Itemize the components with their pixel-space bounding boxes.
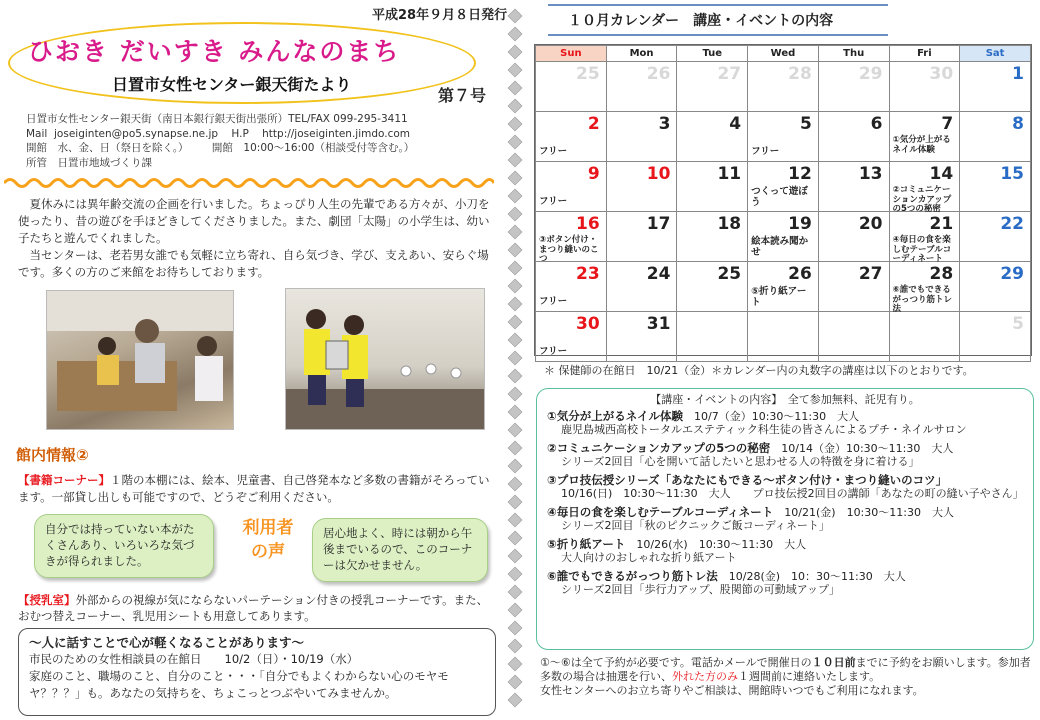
lecture-description: 10/16(日) 10:30～11:30 大人 プロ技伝授2回目の講師「あなたの町の縫い子やさん」 <box>561 487 1024 500</box>
lecture-title-line <box>547 474 1023 487</box>
consultation-dates: 市民のための女性相談員の在館日 10/2（日）・10/19（水） <box>29 652 359 666</box>
diamond-ornament <box>508 549 522 563</box>
diamond-ornament <box>508 603 522 617</box>
day-number: 1 <box>1012 64 1024 84</box>
lecture-title-line <box>547 570 1023 583</box>
issue-number: 第７号 <box>438 86 487 105</box>
day-event: ③ボタン付け・まつり縫いのこつ <box>539 235 599 264</box>
day-number: 11 <box>717 164 742 184</box>
books-description: １階の本棚には、絵本、児童書、自己啓発本など多数の書籍がそろっています。一部貸し出しも可能ですので、どうぞご利用ください。 <box>18 473 490 504</box>
calendar-day-cell <box>748 62 819 112</box>
diamond-ornament <box>508 225 522 239</box>
lecture-when: 10/21(金) 10:30～11:30 大人 <box>773 506 954 519</box>
diamond-ornament <box>508 261 522 275</box>
lecture-description: シリーズ2回目「心を開いて話したいと思わせる人の特徴を身に着ける」 <box>561 455 920 468</box>
calendar-day-cell <box>748 262 819 312</box>
mail-link[interactable]: joseiginten@po5.synapse.ne.jp <box>54 127 219 140</box>
diamond-ornament <box>508 675 522 689</box>
day-number: 29 <box>1000 264 1024 284</box>
user-voice-title <box>228 516 308 564</box>
calendar-day-cell <box>536 212 607 262</box>
calendar-day-cell <box>889 112 960 162</box>
hp-label: H.P <box>231 127 249 140</box>
diamond-ornament <box>508 441 522 455</box>
diamond-ornament <box>508 423 522 437</box>
day-number: 2 <box>587 114 600 134</box>
consultation-box <box>18 628 496 716</box>
calendar-weekday-row <box>536 46 1031 62</box>
books-tag: 【書籍コーナー】 <box>18 473 110 487</box>
diamond-ornament <box>508 315 522 329</box>
day-number: 3 <box>658 114 671 134</box>
user-voice-bubble-1: 自分では持っていない本がたくさんあり、いろいろな気づきが得られました。 <box>34 514 214 578</box>
books-corner-text <box>18 472 496 506</box>
lecture-title: ①気分が上がるネイル体験 <box>547 409 684 423</box>
user-voice-bubble-2: 居心地よく、時には朝から午後までいるので、このコーナーは欠かせません。 <box>312 518 488 582</box>
calendar-week-row <box>536 112 1031 162</box>
day-number: 26 <box>788 264 812 284</box>
calendar-day-cell <box>536 162 607 212</box>
calendar-day-cell <box>818 262 889 312</box>
day-event: フリー <box>539 146 568 157</box>
lecture-list-heading: 【講座・イベントの内容】 全て参加無料、託児有り。 <box>650 393 920 406</box>
diamond-ornament <box>508 243 522 257</box>
hp-link[interactable]: http://joseiginten.jimdo.com <box>262 127 411 140</box>
day-number: 24 <box>646 264 671 284</box>
day-event: フリー <box>539 346 568 357</box>
diamond-ornament <box>508 369 522 383</box>
calendar-day-cell <box>748 162 819 212</box>
day-number: 28 <box>788 64 812 84</box>
day-number: 26 <box>646 64 671 84</box>
day-number: 30 <box>576 314 600 334</box>
day-number: 16 <box>576 214 600 234</box>
calendar-day-cell <box>536 62 607 112</box>
day-event: つくって遊ぼう <box>751 186 808 208</box>
wavy-divider <box>4 176 494 190</box>
lecture-item <box>547 410 1023 436</box>
diamond-ornament <box>508 279 522 293</box>
user-voice-title-line2: の声 <box>251 542 285 562</box>
calendar-day-cell <box>677 312 748 362</box>
day-event: ②コミュニケーションカアップの5つの秘密 <box>892 185 952 214</box>
calendar-day-cell <box>748 212 819 262</box>
calendar-day-cell <box>960 212 1031 262</box>
day-number: 18 <box>717 214 742 234</box>
calendar-note: ＊ 保健師の在館日 10/21（金）＊カレンダー内の丸数字の講座は以下のとおりです。 <box>544 364 974 377</box>
lecture-item <box>547 442 1023 468</box>
october-calendar <box>534 44 1032 356</box>
intro-text <box>18 196 496 281</box>
diamond-ornament <box>508 513 522 527</box>
day-number: 12 <box>788 164 812 184</box>
diamond-ornament <box>508 621 522 635</box>
section-heading-kannai: 館内情報② <box>16 446 89 464</box>
diamond-ornament <box>508 117 522 131</box>
calendar-day-cell <box>606 312 677 362</box>
day-number: 8 <box>1012 114 1024 134</box>
day-number: 19 <box>788 214 812 234</box>
weekday-tue: Tue <box>677 46 748 62</box>
calendar-day-cell <box>677 212 748 262</box>
day-number: 5 <box>799 114 812 134</box>
calendar-week-row <box>536 162 1031 212</box>
day-event: ⑤折り紙アート <box>751 286 807 308</box>
lecture-title: ④毎日の食を楽しむテーブルコーディネート <box>547 505 774 519</box>
diamond-ornament <box>508 459 522 473</box>
reservation-part2: までに予約をお願いします。参加者多数の場合は抽選を行い、 <box>540 656 1031 683</box>
diamond-ornament <box>508 189 522 203</box>
day-number: 7 <box>941 114 954 134</box>
diamond-ornament <box>508 297 522 311</box>
day-event: フリー <box>751 146 780 157</box>
lecture-when: 10/28(金) 10：30～11:30 大人 <box>717 570 906 583</box>
lecture-title-line <box>547 410 1023 423</box>
calendar-day-cell <box>960 162 1031 212</box>
lecture-title: ⑥誰でもできるがっつり筋トレ法 <box>547 569 718 583</box>
diamond-ornament <box>508 135 522 149</box>
calendar-day-cell <box>889 212 960 262</box>
open-days: 開館 水、金、日（祭日を除く。） <box>26 142 189 154</box>
reservation-part1: ①～⑥は全て予約が必要です。電話かメールで開催日の <box>540 656 812 669</box>
diamond-ornament <box>508 495 522 509</box>
reservation-red: 外れた方のみ <box>672 670 738 683</box>
diamond-ornament <box>508 9 522 23</box>
calendar-day-cell <box>889 262 960 312</box>
nursing-room-text <box>18 592 496 624</box>
diamond-ornament <box>508 99 522 113</box>
hours-line <box>26 141 414 156</box>
day-number: 13 <box>858 164 883 184</box>
lecture-description: 大人向けのおしゃれな折り紙アート <box>561 551 737 564</box>
lecture-item <box>547 538 1023 564</box>
calendar-day-cell <box>818 312 889 362</box>
day-number: 10 <box>646 164 671 184</box>
admin-line: 所管 日置市地域づくり課 <box>26 156 152 169</box>
lecture-when: 10/26(水) 10:30～11:30 大人 <box>625 538 807 551</box>
day-number: 9 <box>587 164 600 184</box>
calendar-day-cell <box>818 62 889 112</box>
user-voice-title-line1: 利用者 <box>242 518 294 538</box>
lecture-when: 10/7（金）10:30～11:30 大人 <box>683 410 860 423</box>
lecture-title-line <box>547 442 1023 455</box>
address-line: 日置市女性センター銀天街（南日本銀行銀天街出張所）TEL/FAX 099-295-3411 <box>26 113 408 125</box>
diamond-ornament <box>508 639 522 653</box>
calendar-day-cell <box>536 312 607 362</box>
open-hours: 開館 10:00～16:00（相談受付等含む。） <box>211 142 415 154</box>
calendar-day-cell <box>960 262 1031 312</box>
calendar-week-row <box>536 62 1031 112</box>
day-event: フリー <box>539 296 568 307</box>
weekday-fri: Fri <box>889 46 960 62</box>
diamond-separator <box>506 6 524 716</box>
day-number: 25 <box>576 64 600 84</box>
calendar-grid <box>535 45 1031 362</box>
calendar-day-cell <box>748 112 819 162</box>
day-event: 絵本読み聞かせ <box>751 236 809 258</box>
issue-date: 平成28年９月８日発行 <box>372 8 508 23</box>
day-event: ④毎日の食を楽しむテーブルコーディネート <box>892 235 952 264</box>
calendar-day-cell <box>677 262 748 312</box>
day-event: フリー <box>539 196 568 207</box>
weekday-thu: Thu <box>818 46 889 62</box>
diamond-ornament <box>508 351 522 365</box>
diamond-ornament <box>508 27 522 41</box>
photo-knife-craft <box>46 290 234 430</box>
calendar-title: １０月カレンダー 講座・イベントの内容 <box>548 4 888 36</box>
intro-paragraph-1: 夏休みには異年齢交流の企画を行いました。ちょっぴり人生の先輩である方々が、小刀を使ったり、昔の遊びを手ほどきしてくださりました。また、劇団「太陽」の小学生は、幼い子たちと遊んでくれました。 <box>18 197 490 245</box>
calendar-day-cell <box>889 162 960 212</box>
calendar-day-cell <box>889 62 960 112</box>
calendar-day-cell <box>889 312 960 362</box>
day-number: 15 <box>1000 164 1024 184</box>
lecture-description: シリーズ2回目「歩行力アップ、股関節の可動域アップ」 <box>561 583 841 596</box>
calendar-day-cell <box>606 212 677 262</box>
day-number: 27 <box>858 264 883 284</box>
calendar-day-cell <box>960 62 1031 112</box>
day-number: 27 <box>717 64 742 84</box>
calendar-week-row <box>536 212 1031 262</box>
contact-info <box>26 112 414 170</box>
consultation-description: 家庭のこと、職場のこと、自分のこと・・・「自分でもよくわからない心のモヤモヤ？？？」も。あなたの気持ちを、ちょこっとつぶやいてみませんか。 <box>29 669 449 700</box>
lecture-item <box>547 506 1023 532</box>
day-number: 21 <box>929 214 954 234</box>
calendar-day-cell <box>748 312 819 362</box>
calendar-day-cell <box>606 112 677 162</box>
reservation-note <box>540 656 1034 698</box>
calendar-day-cell <box>677 62 748 112</box>
day-number: 22 <box>1000 214 1024 234</box>
calendar-day-cell <box>536 262 607 312</box>
reservation-deadline: １０日前 <box>811 656 856 669</box>
mail-label: Mail <box>26 127 48 140</box>
lecture-items <box>547 410 1023 596</box>
lecture-title: ②コミュニケーションカアップの5つの秘密 <box>547 441 771 455</box>
day-number: 17 <box>646 214 671 234</box>
diamond-ornament <box>508 387 522 401</box>
day-number: 20 <box>858 214 883 234</box>
calendar-day-cell <box>960 112 1031 162</box>
nursing-description: 外部からの視線が気にならないパーテーション付きの授乳コーナーです。また、おむつ替えコーナー、乳児用シートも用意してあります。 <box>18 593 489 623</box>
day-number: 31 <box>646 314 671 334</box>
calendar-day-cell <box>818 112 889 162</box>
day-number: 6 <box>870 114 883 134</box>
diamond-ornament <box>508 567 522 581</box>
weekday-sun: Sun <box>536 46 607 62</box>
calendar-day-cell <box>818 162 889 212</box>
calendar-week-row <box>536 262 1031 312</box>
newsletter-title: ひおき だいすき みんなのまち <box>28 37 401 66</box>
lecture-when: 10/14（金）10:30～11:30 大人 <box>770 442 954 455</box>
visit-note: 女性センターへのお立ち寄りやご相談は、開館時いつでもご利用になれます。 <box>540 684 924 697</box>
calendar-day-cell <box>606 62 677 112</box>
lecture-description: 鹿児島城西高校トータルエステティック科生徒の皆さんによるプチ・ネイルサロン <box>561 423 967 436</box>
mail-line <box>26 127 414 142</box>
diamond-ornament <box>508 171 522 185</box>
calendar-day-cell <box>606 262 677 312</box>
day-number: 14 <box>929 164 954 184</box>
day-event: ⑥誰でもできるがっつり筋トレ法 <box>892 285 953 314</box>
lecture-title: ⑤折り紙アート <box>547 537 626 551</box>
day-number: 29 <box>858 64 883 84</box>
diamond-ornament <box>508 477 522 491</box>
lecture-item <box>547 570 1023 596</box>
diamond-ornament <box>508 207 522 221</box>
day-number: 28 <box>929 264 954 284</box>
calendar-day-cell <box>536 112 607 162</box>
diamond-ornament <box>508 153 522 167</box>
diamond-ornament <box>508 693 522 707</box>
day-number: 23 <box>576 264 600 284</box>
lecture-title-line <box>547 538 1023 551</box>
lecture-title-line <box>547 506 1023 519</box>
lecture-list-box <box>536 388 1034 650</box>
calendar-day-cell <box>677 162 748 212</box>
lecture-item <box>547 474 1023 500</box>
calendar-day-cell <box>818 212 889 262</box>
newsletter-subtitle: 日置市女性センター銀天街たより <box>112 75 352 94</box>
calendar-day-cell <box>677 112 748 162</box>
diamond-ornament <box>508 63 522 77</box>
day-event: ①気分が上がるネイル体験 <box>892 135 951 155</box>
weekday-sat: Sat <box>960 46 1031 62</box>
lecture-description: シリーズ2回目「秋のピクニックご飯コーディネート」 <box>561 519 830 532</box>
nursing-tag: 【授乳室】 <box>18 593 76 607</box>
diamond-ornament <box>508 531 522 545</box>
diamond-ornament <box>508 45 522 59</box>
intro-paragraph-2: 当センターは、老若男女誰でも気軽に立ち寄れ、自ら気づき、学び、支えあい、安らぐ場です。多くの方のご来館をお待ちしております。 <box>18 248 489 279</box>
consultation-heading: ～人に話すことで心が軽くなることがあります～ <box>29 635 305 650</box>
reservation-text <box>540 656 1034 684</box>
day-number: 25 <box>717 264 742 284</box>
diamond-ornament <box>508 405 522 419</box>
day-number: 30 <box>929 64 954 84</box>
diamond-ornament <box>508 81 522 95</box>
diamond-ornament <box>508 585 522 599</box>
weekday-mon: Mon <box>606 46 677 62</box>
diamond-ornament <box>508 333 522 347</box>
day-number: 5 <box>1012 314 1024 334</box>
photo-theater-kids <box>285 288 485 430</box>
day-number: 4 <box>729 114 742 134</box>
reservation-part3: １週間前に連絡いたします。 <box>738 670 881 683</box>
calendar-day-cell <box>606 162 677 212</box>
calendar-day-cell <box>960 312 1031 362</box>
calendar-week-row <box>536 312 1031 362</box>
lecture-title: ③プロ技伝授シリーズ「あなたにもできる～ボタン付け・まつり縫いのコツ」 <box>547 473 948 487</box>
weekday-wed: Wed <box>748 46 819 62</box>
diamond-ornament <box>508 657 522 671</box>
